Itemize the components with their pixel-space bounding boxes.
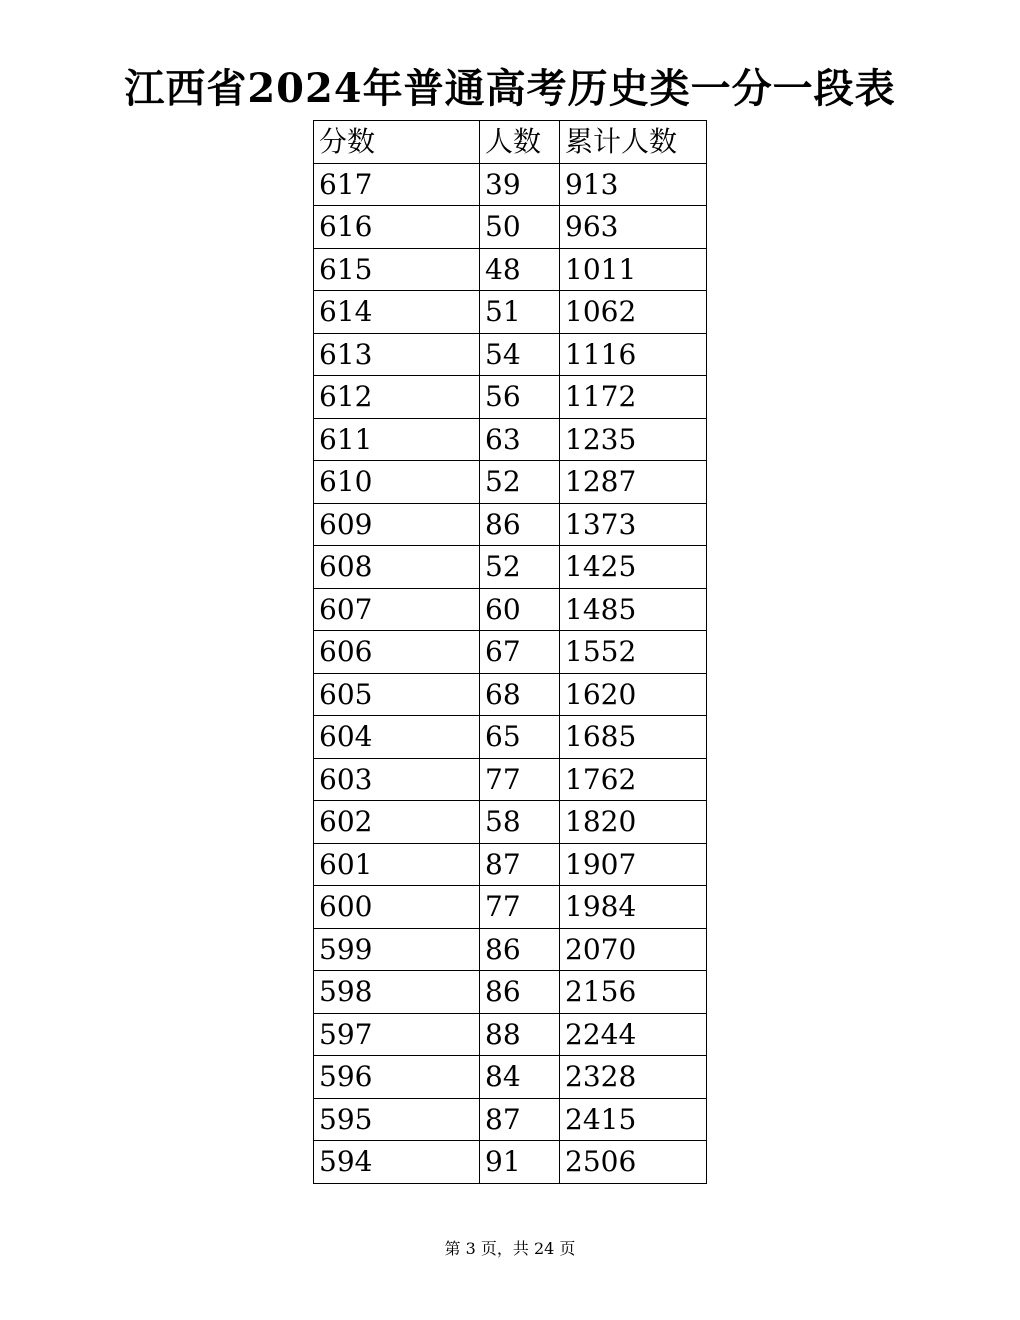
cell-count: 52 [480,546,560,589]
cell-cumulative: 2328 [560,1056,707,1099]
cell-count: 87 [480,843,560,886]
cell-score: 601 [314,843,480,886]
cell-count: 50 [480,206,560,249]
table-row [314,673,707,716]
cell-cumulative: 2156 [560,971,707,1014]
table-row [314,206,707,249]
cell-score: 605 [314,673,480,716]
cell-cumulative: 1116 [560,333,707,376]
cell-score: 598 [314,971,480,1014]
cell-score: 595 [314,1098,480,1141]
cell-cumulative: 1620 [560,673,707,716]
cell-cumulative: 1425 [560,546,707,589]
table-row [314,418,707,461]
cell-cumulative: 1685 [560,716,707,759]
cell-count: 77 [480,758,560,801]
cell-score: 612 [314,376,480,419]
table-row [314,631,707,674]
table-row [314,163,707,206]
cell-cumulative: 913 [560,163,707,206]
cell-cumulative: 1287 [560,461,707,504]
table-body [314,121,707,1184]
cell-score: 599 [314,928,480,971]
cell-cumulative: 1062 [560,291,707,334]
cell-count: 58 [480,801,560,844]
cell-cumulative: 2244 [560,1013,707,1056]
cell-cumulative: 2415 [560,1098,707,1141]
cell-count: 56 [480,376,560,419]
cell-count: 51 [480,291,560,334]
table-row [314,1056,707,1099]
table-row [314,1141,707,1184]
cell-score: 597 [314,1013,480,1056]
cell-score: 614 [314,291,480,334]
cell-count: 86 [480,971,560,1014]
cell-cumulative: 1552 [560,631,707,674]
cell-count: 88 [480,1013,560,1056]
cell-cumulative: 1373 [560,503,707,546]
score-table [313,120,707,1184]
cell-count: 60 [480,588,560,631]
cell-score: 607 [314,588,480,631]
table-row [314,971,707,1014]
cell-count: 39 [480,163,560,206]
table-row [314,503,707,546]
cell-count: 54 [480,333,560,376]
cell-score: 608 [314,546,480,589]
table-row [314,801,707,844]
cell-score: 596 [314,1056,480,1099]
cell-count: 86 [480,928,560,971]
cell-cumulative: 963 [560,206,707,249]
cell-count: 87 [480,1098,560,1141]
cell-count: 77 [480,886,560,929]
page-footer: 第 3 页，共 24 页 [444,1239,576,1258]
cell-cumulative: 1011 [560,248,707,291]
cell-score: 617 [314,163,480,206]
table-row [314,1098,707,1141]
cell-count: 65 [480,716,560,759]
cell-score: 606 [314,631,480,674]
cell-score: 603 [314,758,480,801]
table-row [314,843,707,886]
header-score: 分数 [314,121,480,164]
cell-count: 63 [480,418,560,461]
table-row [314,291,707,334]
cell-cumulative: 1820 [560,801,707,844]
table-row [314,248,707,291]
cell-cumulative: 1172 [560,376,707,419]
cell-count: 67 [480,631,560,674]
table-row [314,376,707,419]
cell-cumulative: 1984 [560,886,707,929]
cell-count: 84 [480,1056,560,1099]
cell-cumulative: 2506 [560,1141,707,1184]
cell-score: 594 [314,1141,480,1184]
table-row [314,928,707,971]
table-row [314,546,707,589]
cell-count: 91 [480,1141,560,1184]
cell-cumulative: 2070 [560,928,707,971]
table-row [314,333,707,376]
cell-score: 611 [314,418,480,461]
table-header-row [314,121,707,164]
table-row [314,588,707,631]
header-count: 人数 [480,121,560,164]
cell-score: 610 [314,461,480,504]
table-row [314,1013,707,1056]
cell-count: 48 [480,248,560,291]
table-row [314,886,707,929]
cell-score: 609 [314,503,480,546]
cell-count: 52 [480,461,560,504]
cell-cumulative: 1485 [560,588,707,631]
page-title: 江西省2024年普通高考历史类一分一段表 [124,65,896,112]
table-row [314,758,707,801]
cell-score: 615 [314,248,480,291]
table-row [314,461,707,504]
cell-score: 616 [314,206,480,249]
cell-cumulative: 1235 [560,418,707,461]
cell-score: 602 [314,801,480,844]
header-cumulative: 累计人数 [560,121,707,164]
cell-cumulative: 1907 [560,843,707,886]
cell-cumulative: 1762 [560,758,707,801]
cell-score: 600 [314,886,480,929]
cell-score: 604 [314,716,480,759]
cell-score: 613 [314,333,480,376]
cell-count: 68 [480,673,560,716]
table-row [314,716,707,759]
cell-count: 86 [480,503,560,546]
